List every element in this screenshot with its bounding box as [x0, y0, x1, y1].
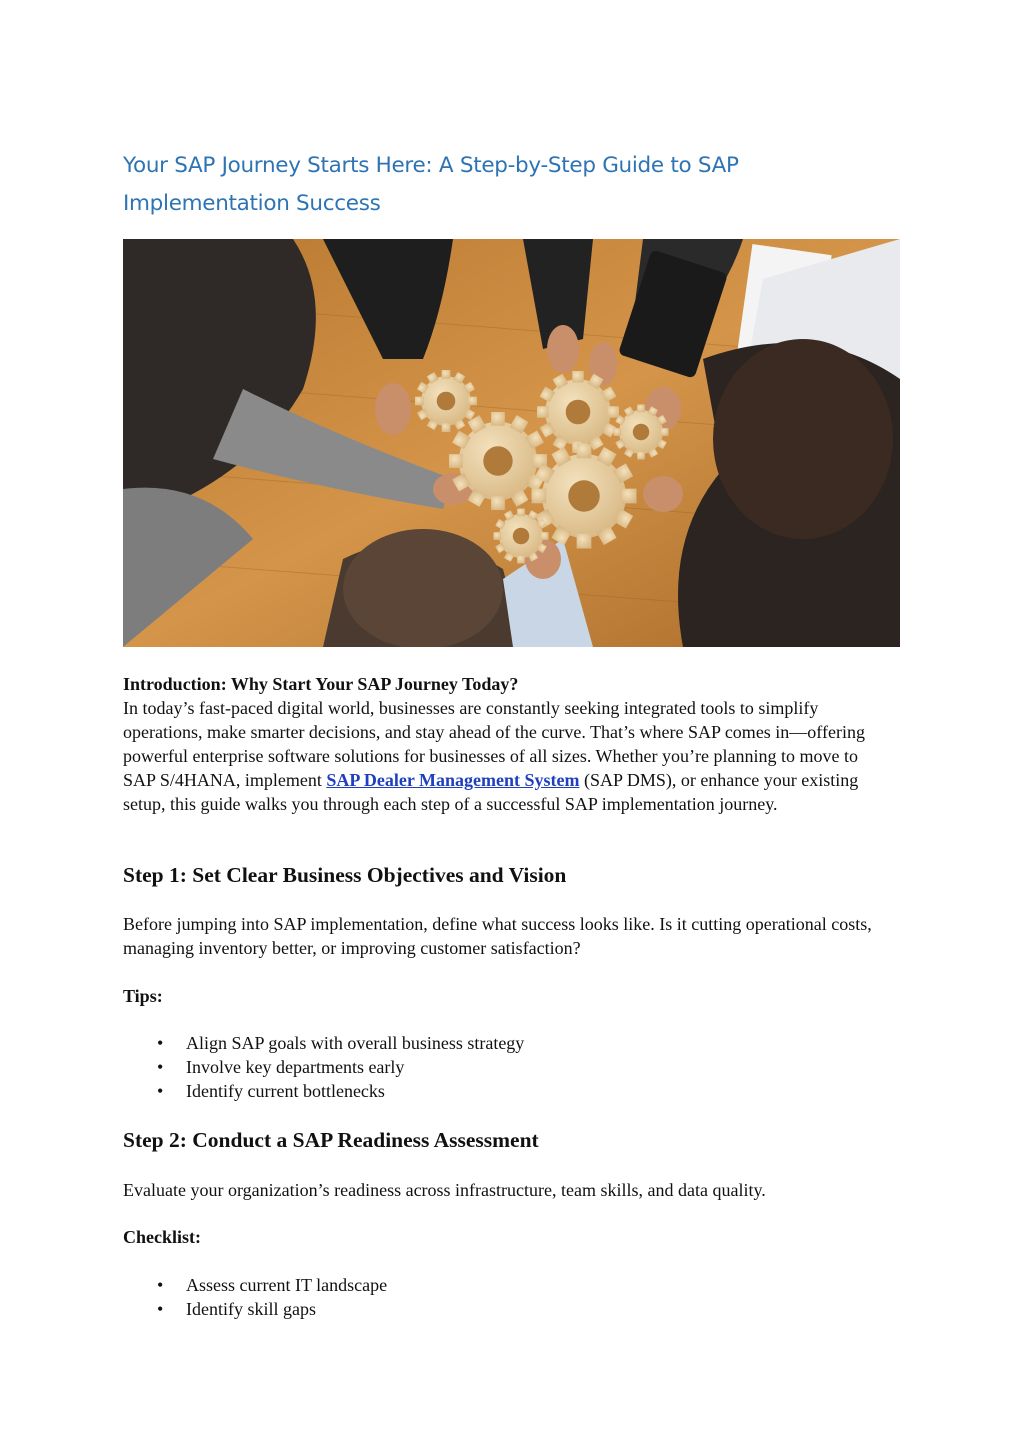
- intro-section: [123, 672, 893, 816]
- tips-list: [123, 1031, 524, 1103]
- list-item: • Identify current bottlenecks: [123, 1079, 524, 1103]
- tips-label: Tips:: [123, 986, 163, 1006]
- checklist-label: Checklist:: [123, 1227, 201, 1247]
- step1-text: Before jumping into SAP implementation, define what success looks like. Is it cutting operational costs, managing inventory better, or improving customer satisfaction?: [123, 914, 872, 958]
- page-title: Your SAP Journey Starts Here: A Step-by-Step Guide to SAP Implementation Success: [123, 153, 739, 216]
- list-item: • Assess current IT landscape: [123, 1273, 387, 1297]
- hero-image: [123, 239, 900, 647]
- sap-dms-link[interactable]: SAP Dealer Management System: [326, 770, 580, 790]
- list-item: • Involve key departments early: [123, 1055, 524, 1079]
- step2-text: Evaluate your organization’s readiness across infrastructure, team skills, and data quality.: [123, 1180, 766, 1200]
- step1-heading: Step 1: Set Clear Business Objectives and Vision: [123, 863, 567, 887]
- teamwork-gears-photo-icon: [123, 239, 900, 647]
- intro-text-end: (SAP DMS), or enhance your existing setup, this guide walks you through each step of a successful SAP implementation journey.: [123, 770, 859, 814]
- intro-text: In today’s fast-paced digital world, businesses are constantly seeking integrated tools to simplify operations, make smarter decisions, and stay ahead of the curve. That’s where SAP comes in—offering powerful enterprise software solutions for businesses of all sizes. Whether you’re planning to move to SAP S/4HANA, implement: [123, 698, 865, 790]
- list-item: • Align SAP goals with overall business strategy: [123, 1031, 524, 1055]
- list-item: • Identify skill gaps: [123, 1297, 387, 1321]
- intro-heading: Introduction: Why Start Your SAP Journey Today?: [123, 674, 519, 694]
- checklist: [123, 1273, 387, 1321]
- step2-heading: Step 2: Conduct a SAP Readiness Assessment: [123, 1128, 539, 1152]
